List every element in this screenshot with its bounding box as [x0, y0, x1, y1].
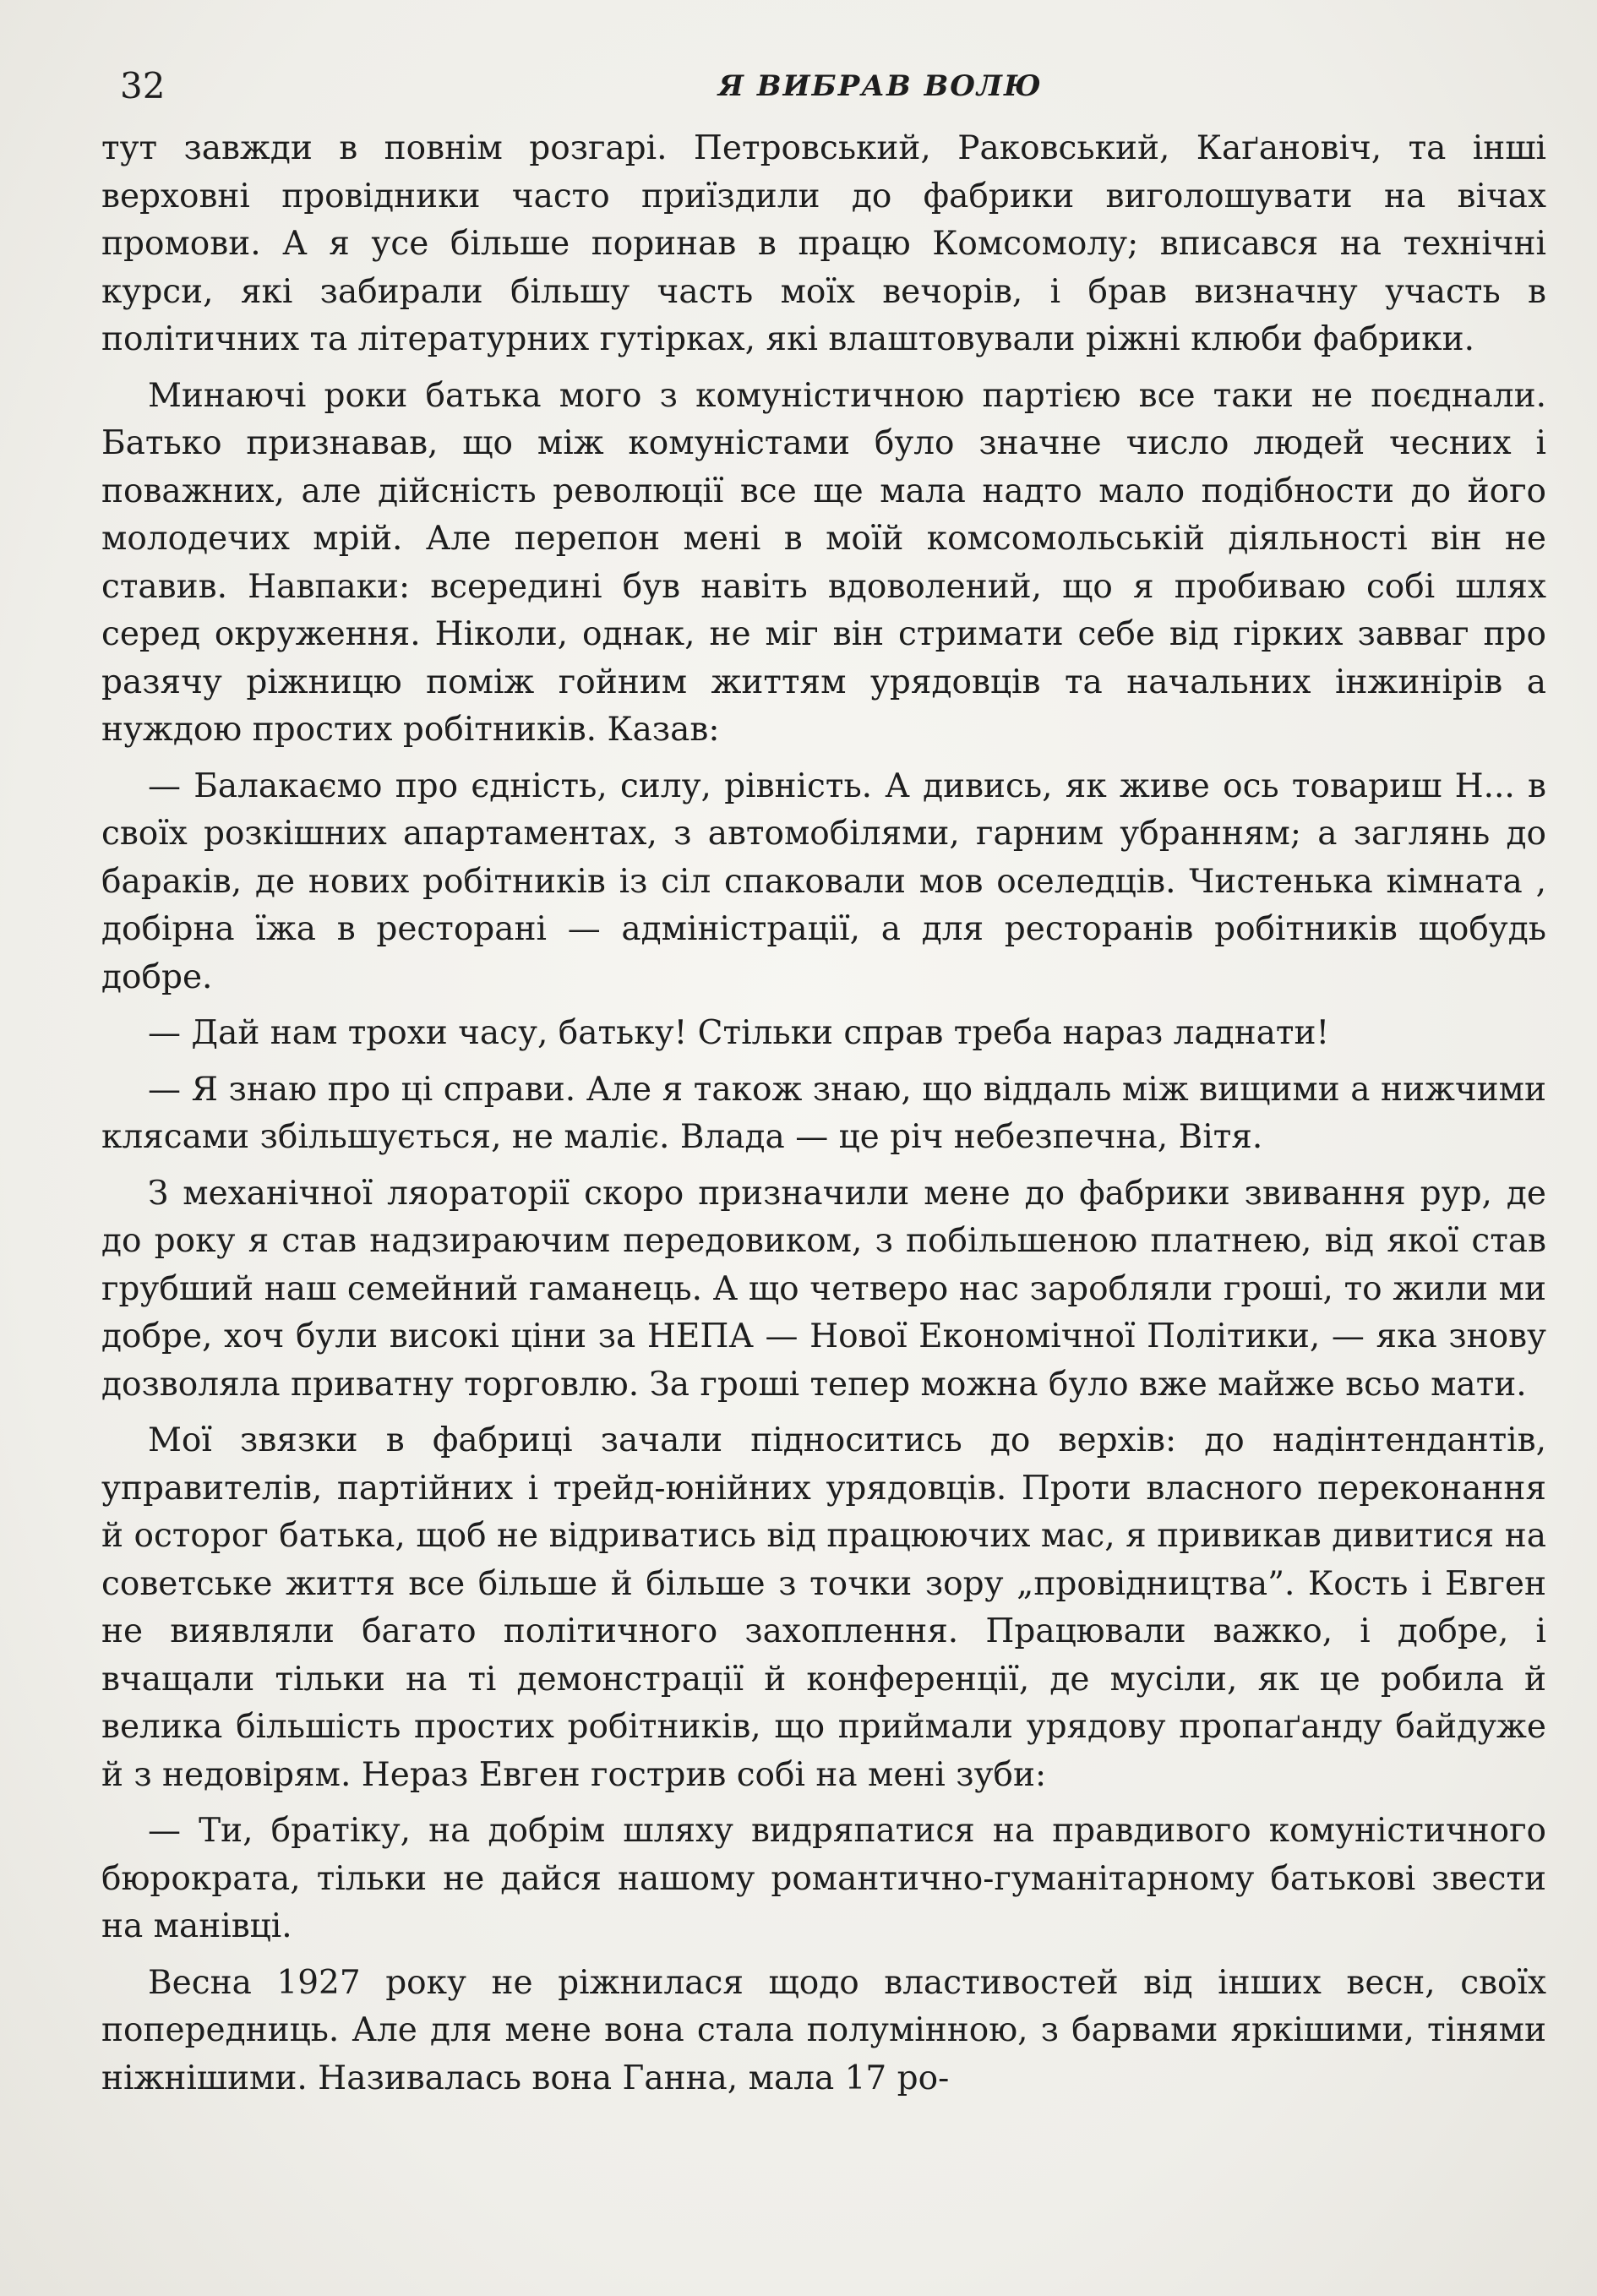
paragraph: Весна 1927 року не ріжнилася щодо властивостей від інших весн, своїх попередниць. Але для мене вона стала полумінною, з барвами яркішими, тінями ніжнішими. Називалась вона Ганна, мала 17 ро- — [101, 1963, 1546, 2097]
book-title: Я ВИБРАВ ВОЛЮ — [718, 69, 1043, 103]
paragraph: — Я знаю про ці справи. Але я також знаю, що віддаль між вищими а нижчими клясами збільшується, не маліє. Влада — це річ небезпечна, Вітя. — [101, 1070, 1546, 1156]
paragraph: — Балакаємо про єдність, силу, рівність. А дивись, як живе ось товариш Н... в своїх розкішних апартаментах, з автомобілями, гарним убранням; а заглянь до бараків, де нових робітників із сіл спаковали мов оселедців. Чистенька кімната , добірна їжа в ресторані — адміністрації, а для ресторанів робітників щобудь добре. — [101, 766, 1546, 996]
paragraph: З механічної ляораторії скоро призначили мене до фабрики звивання рур, де до року я став надзираючим передовиком, з побільшеною платнею, від якої став грубший наш семейний гаманець. А що четверо нас заробляли гроші, то жили ми добре, хоч були високі ціни за НЕПА — Нової Економічної Політики, — яка знову дозволяла приватну торговлю. За гроші тепер можна було вже майже всьо мати. — [101, 1174, 1546, 1404]
page-number: 32 — [120, 65, 166, 106]
text-body — [101, 125, 1546, 2111]
paragraph: Минаючі роки батька мого з комуністичною партією все таки не поєднали. Батько признавав, що між комуністами було значне число людей чесних і поважних, але дійсність революції все ще мала надто мало подібности до його молодечих мрій. Але перепон мені в моїй комсомольській діяльності він не ставив. Навпаки: всередині був навіть вдоволений, що я пробиваю собі шлях серед окруження. Ніколи, однак, не міг він стримати себе від гірких завваг про разячу ріжницю поміж гойним життям урядовців та начальних інжинірів а нуждою простих робітників. Казав: — [101, 376, 1546, 749]
paragraph: Мої звязки в фабриці зачали підноситись до верхів: до надінтендантів, управителів, партійних і трейд-юнійних урядовців. Проти власного переконання й осторог батька, щоб не відриватись від працюючих мас, я привикав дивитися на советське життя все більше й більше з точки зору „провідництва”. Кость і Евген не виявляли багато політичного захоплення. Працювали важко, і добре, і вчащали тільки на ті демонстрації й конференції, де мусіли, як це робила й велика більшість простих робітників, що приймали урядову пропаґанду байдуже й з недовірям. Нераз Евген гострив собі на мені зуби: — [101, 1421, 1546, 1794]
paragraph: — Дай нам трохи часу, батьку! Стільки справ треба нараз ладнати! — [148, 1014, 1330, 1052]
paragraph: тут завжди в повнім розгарі. Петровський, Раковський, Каґановіч, та інші верховні провідники часто приїздили до фабрики виголошувати на вічах промови. А я усе більше поринав в працю Комсомолу; вписався на технічні курси, які забирали більшу часть моїх вечорів, і брав визначну участь в політичних та літературних гутірках, які влаштовували ріжні клюби фабрики. — [101, 129, 1546, 358]
running-head — [101, 61, 1546, 112]
paragraph: — Ти, братіку, на добрім шляху видряпатися на правдивого комуністичного бюрократа, тільки не дайся нашому романтично-гуманітарному батькові звести на манівці. — [101, 1812, 1546, 1945]
